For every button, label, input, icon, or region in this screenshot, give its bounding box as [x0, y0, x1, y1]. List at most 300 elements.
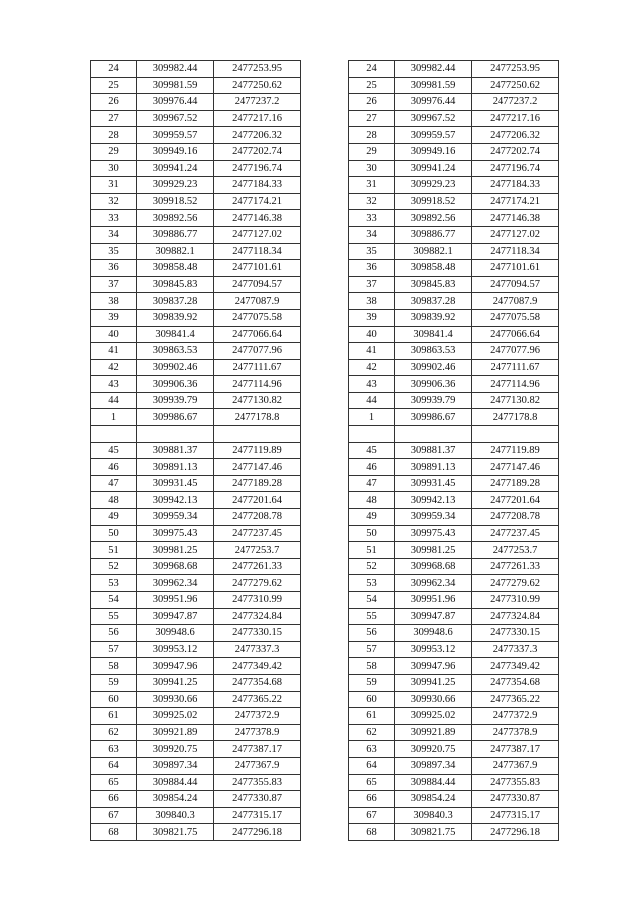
y-coordinate-cell: 2477111.67	[214, 359, 301, 376]
point-number-cell: 63	[349, 741, 395, 758]
point-number-cell: 37	[349, 276, 395, 293]
point-number-cell: 25	[349, 77, 395, 94]
x-coordinate-cell: 309902.46	[137, 359, 214, 376]
y-coordinate-cell: 2477202.74	[472, 143, 559, 160]
x-coordinate-cell: 309982.44	[137, 61, 214, 78]
y-coordinate-cell: 2477119.89	[214, 442, 301, 459]
point-number-cell: 66	[349, 791, 395, 808]
y-coordinate-cell: 2477147.46	[214, 459, 301, 476]
y-coordinate-cell: 2477237.2	[214, 94, 301, 111]
table-row	[349, 392, 559, 409]
y-coordinate-cell: 2477208.78	[214, 509, 301, 526]
point-number-cell: 58	[349, 658, 395, 675]
y-coordinate-cell	[472, 426, 559, 443]
y-coordinate-cell: 2477146.38	[472, 210, 559, 227]
x-coordinate-cell: 309897.34	[395, 757, 472, 774]
table-row	[91, 193, 301, 210]
table-row	[91, 708, 301, 725]
table-row	[91, 243, 301, 260]
point-number-cell: 39	[349, 309, 395, 326]
point-number-cell: 32	[349, 193, 395, 210]
y-coordinate-cell: 2477387.17	[472, 741, 559, 758]
table-row	[91, 94, 301, 111]
y-coordinate-cell: 2477075.58	[472, 309, 559, 326]
y-coordinate-cell: 2477367.9	[214, 757, 301, 774]
x-coordinate-cell: 309891.13	[395, 459, 472, 476]
x-coordinate-cell: 309881.37	[395, 442, 472, 459]
table-row	[349, 691, 559, 708]
table-row	[91, 160, 301, 177]
y-coordinate-cell: 2477206.32	[472, 127, 559, 144]
point-number-cell: 44	[349, 392, 395, 409]
table-row	[349, 143, 559, 160]
y-coordinate-cell: 2477378.9	[214, 724, 301, 741]
y-coordinate-cell: 2477237.45	[214, 525, 301, 542]
table-row	[91, 691, 301, 708]
point-number-cell: 57	[91, 641, 137, 658]
coordinate-table-body	[91, 61, 301, 841]
y-coordinate-cell: 2477077.96	[214, 343, 301, 360]
x-coordinate-cell: 309837.28	[137, 293, 214, 310]
x-coordinate-cell: 309976.44	[137, 94, 214, 111]
x-coordinate-cell: 309918.52	[395, 193, 472, 210]
table-row	[91, 492, 301, 509]
x-coordinate-cell: 309884.44	[395, 774, 472, 791]
x-coordinate-cell: 309941.25	[137, 674, 214, 691]
point-number-cell: 31	[349, 177, 395, 194]
x-coordinate-cell: 309947.87	[395, 608, 472, 625]
y-coordinate-cell: 2477372.9	[214, 708, 301, 725]
table-row	[349, 459, 559, 476]
table-row	[349, 276, 559, 293]
y-coordinate-cell: 2477330.15	[472, 625, 559, 642]
point-number-cell: 54	[91, 592, 137, 609]
x-coordinate-cell: 309925.02	[395, 708, 472, 725]
y-coordinate-cell: 2477184.33	[472, 177, 559, 194]
y-coordinate-cell: 2477337.3	[472, 641, 559, 658]
y-coordinate-cell: 2477174.21	[214, 193, 301, 210]
y-coordinate-cell: 2477201.64	[214, 492, 301, 509]
x-coordinate-cell: 309892.56	[137, 210, 214, 227]
x-coordinate-cell: 309975.43	[137, 525, 214, 542]
y-coordinate-cell: 2477130.82	[472, 392, 559, 409]
y-coordinate-cell: 2477253.95	[214, 61, 301, 78]
y-coordinate-cell: 2477196.74	[214, 160, 301, 177]
x-coordinate-cell: 309920.75	[137, 741, 214, 758]
table-row	[349, 558, 559, 575]
table-row	[91, 77, 301, 94]
point-number-cell: 50	[91, 525, 137, 542]
y-coordinate-cell: 2477378.9	[472, 724, 559, 741]
table-row	[91, 260, 301, 277]
point-number-cell: 55	[349, 608, 395, 625]
point-number-cell: 30	[349, 160, 395, 177]
y-coordinate-cell: 2477178.8	[472, 409, 559, 426]
table-row	[91, 293, 301, 310]
x-coordinate-cell: 309959.34	[395, 509, 472, 526]
table-row	[91, 359, 301, 376]
x-coordinate-cell: 309884.44	[137, 774, 214, 791]
table-row	[91, 525, 301, 542]
point-number-cell: 27	[91, 110, 137, 127]
table-row	[349, 343, 559, 360]
point-number-cell: 53	[91, 575, 137, 592]
y-coordinate-cell	[214, 426, 301, 443]
x-coordinate-cell: 309929.23	[395, 177, 472, 194]
point-number-cell: 40	[349, 326, 395, 343]
point-number-cell: 52	[349, 558, 395, 575]
x-coordinate-cell: 309976.44	[395, 94, 472, 111]
x-coordinate-cell: 309981.25	[137, 542, 214, 559]
table-row	[349, 326, 559, 343]
y-coordinate-cell: 2477066.64	[214, 326, 301, 343]
table-row	[91, 276, 301, 293]
table-row	[91, 791, 301, 808]
table-row	[91, 442, 301, 459]
y-coordinate-cell: 2477189.28	[214, 475, 301, 492]
point-number-cell: 26	[91, 94, 137, 111]
x-coordinate-cell: 309948.6	[395, 625, 472, 642]
table-row	[349, 177, 559, 194]
point-number-cell: 60	[91, 691, 137, 708]
point-number-cell: 54	[349, 592, 395, 609]
x-coordinate-cell: 309841.4	[395, 326, 472, 343]
table-row	[349, 791, 559, 808]
y-coordinate-cell: 2477310.99	[472, 592, 559, 609]
table-row	[349, 309, 559, 326]
y-coordinate-cell: 2477114.96	[472, 376, 559, 393]
point-number-cell: 64	[91, 757, 137, 774]
point-number-cell: 66	[91, 791, 137, 808]
point-number-cell: 57	[349, 641, 395, 658]
table-row	[91, 509, 301, 526]
table-row	[349, 442, 559, 459]
table-row	[91, 475, 301, 492]
y-coordinate-cell: 2477261.33	[214, 558, 301, 575]
table-row	[91, 459, 301, 476]
x-coordinate-cell: 309981.59	[137, 77, 214, 94]
table-row	[349, 210, 559, 227]
point-number-cell: 59	[349, 674, 395, 691]
y-coordinate-cell: 2477206.32	[214, 127, 301, 144]
table-row	[91, 641, 301, 658]
table-row	[91, 426, 301, 443]
point-number-cell: 36	[91, 260, 137, 277]
y-coordinate-cell: 2477315.17	[472, 807, 559, 824]
table-row	[91, 61, 301, 78]
table-row	[91, 774, 301, 791]
y-coordinate-cell: 2477237.45	[472, 525, 559, 542]
point-number-cell: 42	[91, 359, 137, 376]
table-row	[91, 226, 301, 243]
y-coordinate-cell: 2477279.62	[472, 575, 559, 592]
table-row	[349, 724, 559, 741]
x-coordinate-cell: 309931.45	[137, 475, 214, 492]
table-row	[91, 143, 301, 160]
table-row	[91, 309, 301, 326]
point-number-cell: 34	[349, 226, 395, 243]
x-coordinate-cell: 309863.53	[137, 343, 214, 360]
table-row	[349, 61, 559, 78]
point-number-cell: 38	[349, 293, 395, 310]
point-number-cell: 37	[91, 276, 137, 293]
x-coordinate-cell: 309949.16	[395, 143, 472, 160]
y-coordinate-cell: 2477147.46	[472, 459, 559, 476]
x-coordinate-cell: 309906.36	[137, 376, 214, 393]
table-row	[91, 824, 301, 841]
point-number-cell: 53	[349, 575, 395, 592]
coordinate-table-body	[349, 61, 559, 841]
table-row	[349, 625, 559, 642]
y-coordinate-cell: 2477330.87	[472, 791, 559, 808]
table-row	[349, 426, 559, 443]
x-coordinate-cell: 309947.96	[137, 658, 214, 675]
table-row	[349, 193, 559, 210]
point-number-cell: 51	[349, 542, 395, 559]
x-coordinate-cell	[137, 426, 214, 443]
x-coordinate-cell: 309931.45	[395, 475, 472, 492]
x-coordinate-cell: 309941.25	[395, 674, 472, 691]
table-row	[349, 260, 559, 277]
table-row	[91, 625, 301, 642]
table-row	[349, 376, 559, 393]
table-row	[91, 757, 301, 774]
table-row	[349, 741, 559, 758]
x-coordinate-cell: 309891.13	[137, 459, 214, 476]
table-row	[349, 127, 559, 144]
x-coordinate-cell: 309982.44	[395, 61, 472, 78]
x-coordinate-cell: 309845.83	[395, 276, 472, 293]
x-coordinate-cell: 309886.77	[137, 226, 214, 243]
table-row	[91, 674, 301, 691]
x-coordinate-cell: 309975.43	[395, 525, 472, 542]
table-row	[349, 94, 559, 111]
coordinate-table-right	[348, 60, 559, 841]
x-coordinate-cell: 309967.52	[395, 110, 472, 127]
table-row	[349, 293, 559, 310]
point-number-cell: 61	[91, 708, 137, 725]
point-number-cell: 25	[91, 77, 137, 94]
point-number-cell: 48	[91, 492, 137, 509]
point-number-cell: 24	[91, 61, 137, 78]
y-coordinate-cell: 2477087.9	[472, 293, 559, 310]
x-coordinate-cell: 309929.23	[137, 177, 214, 194]
point-number-cell: 47	[349, 475, 395, 492]
x-coordinate-cell: 309986.67	[395, 409, 472, 426]
table-row	[349, 658, 559, 675]
y-coordinate-cell: 2477066.64	[472, 326, 559, 343]
y-coordinate-cell: 2477189.28	[472, 475, 559, 492]
point-number-cell: 67	[349, 807, 395, 824]
y-coordinate-cell: 2477253.95	[472, 61, 559, 78]
x-coordinate-cell: 309968.68	[137, 558, 214, 575]
y-coordinate-cell: 2477365.22	[472, 691, 559, 708]
y-coordinate-cell: 2477372.9	[472, 708, 559, 725]
x-coordinate-cell: 309821.75	[137, 824, 214, 841]
x-coordinate-cell: 309968.68	[395, 558, 472, 575]
x-coordinate-cell: 309845.83	[137, 276, 214, 293]
y-coordinate-cell: 2477354.68	[472, 674, 559, 691]
point-number-cell: 35	[349, 243, 395, 260]
table-row	[91, 210, 301, 227]
y-coordinate-cell: 2477250.62	[214, 77, 301, 94]
point-number-cell	[91, 426, 137, 443]
x-coordinate-cell: 309939.79	[395, 392, 472, 409]
point-number-cell: 28	[91, 127, 137, 144]
y-coordinate-cell: 2477349.42	[214, 658, 301, 675]
point-number-cell	[349, 426, 395, 443]
x-coordinate-cell: 309941.24	[137, 160, 214, 177]
x-coordinate-cell: 309939.79	[137, 392, 214, 409]
y-coordinate-cell: 2477337.3	[214, 641, 301, 658]
point-number-cell: 48	[349, 492, 395, 509]
point-number-cell: 43	[349, 376, 395, 393]
x-coordinate-cell: 309951.96	[137, 592, 214, 609]
table-row	[349, 110, 559, 127]
point-number-cell: 34	[91, 226, 137, 243]
x-coordinate-cell: 309921.89	[137, 724, 214, 741]
x-coordinate-cell: 309918.52	[137, 193, 214, 210]
y-coordinate-cell: 2477217.16	[472, 110, 559, 127]
y-coordinate-cell: 2477367.9	[472, 757, 559, 774]
point-number-cell: 28	[349, 127, 395, 144]
x-coordinate-cell: 309942.13	[137, 492, 214, 509]
table-row	[91, 558, 301, 575]
y-coordinate-cell: 2477261.33	[472, 558, 559, 575]
point-number-cell: 1	[91, 409, 137, 426]
x-coordinate-cell: 309941.24	[395, 160, 472, 177]
x-coordinate-cell: 309986.67	[137, 409, 214, 426]
x-coordinate-cell: 309951.96	[395, 592, 472, 609]
y-coordinate-cell: 2477094.57	[472, 276, 559, 293]
y-coordinate-cell: 2477349.42	[472, 658, 559, 675]
y-coordinate-cell: 2477196.74	[472, 160, 559, 177]
y-coordinate-cell: 2477130.82	[214, 392, 301, 409]
point-number-cell: 49	[91, 509, 137, 526]
table-row	[349, 708, 559, 725]
y-coordinate-cell: 2477355.83	[472, 774, 559, 791]
point-number-cell: 50	[349, 525, 395, 542]
point-number-cell: 30	[91, 160, 137, 177]
y-coordinate-cell: 2477324.84	[214, 608, 301, 625]
y-coordinate-cell: 2477101.61	[214, 260, 301, 277]
point-number-cell: 35	[91, 243, 137, 260]
x-coordinate-cell: 309947.96	[395, 658, 472, 675]
y-coordinate-cell: 2477201.64	[472, 492, 559, 509]
x-coordinate-cell	[395, 426, 472, 443]
x-coordinate-cell: 309967.52	[137, 110, 214, 127]
y-coordinate-cell: 2477101.61	[472, 260, 559, 277]
y-coordinate-cell: 2477119.89	[472, 442, 559, 459]
table-row	[91, 127, 301, 144]
y-coordinate-cell: 2477208.78	[472, 509, 559, 526]
point-number-cell: 47	[91, 475, 137, 492]
table-row	[91, 409, 301, 426]
y-coordinate-cell: 2477250.62	[472, 77, 559, 94]
point-number-cell: 40	[91, 326, 137, 343]
x-coordinate-cell: 309837.28	[395, 293, 472, 310]
table-row	[349, 592, 559, 609]
y-coordinate-cell: 2477365.22	[214, 691, 301, 708]
y-coordinate-cell: 2477253.7	[472, 542, 559, 559]
y-coordinate-cell: 2477118.34	[472, 243, 559, 260]
y-coordinate-cell: 2477094.57	[214, 276, 301, 293]
y-coordinate-cell: 2477279.62	[214, 575, 301, 592]
table-row	[91, 542, 301, 559]
y-coordinate-cell: 2477296.18	[214, 824, 301, 841]
x-coordinate-cell: 309949.16	[137, 143, 214, 160]
table-row	[349, 542, 559, 559]
point-number-cell: 62	[349, 724, 395, 741]
y-coordinate-cell: 2477315.17	[214, 807, 301, 824]
y-coordinate-cell: 2477174.21	[472, 193, 559, 210]
y-coordinate-cell: 2477118.34	[214, 243, 301, 260]
y-coordinate-cell: 2477075.58	[214, 309, 301, 326]
point-number-cell: 43	[91, 376, 137, 393]
y-coordinate-cell: 2477354.68	[214, 674, 301, 691]
table-row	[91, 724, 301, 741]
y-coordinate-cell: 2477296.18	[472, 824, 559, 841]
x-coordinate-cell: 309953.12	[395, 641, 472, 658]
point-number-cell: 65	[91, 774, 137, 791]
table-row	[349, 674, 559, 691]
point-number-cell: 65	[349, 774, 395, 791]
point-number-cell: 33	[349, 210, 395, 227]
y-coordinate-cell: 2477111.67	[472, 359, 559, 376]
y-coordinate-cell: 2477178.8	[214, 409, 301, 426]
point-number-cell: 68	[349, 824, 395, 841]
x-coordinate-cell: 309962.34	[395, 575, 472, 592]
point-number-cell: 45	[91, 442, 137, 459]
point-number-cell: 1	[349, 409, 395, 426]
table-row	[349, 757, 559, 774]
point-number-cell: 58	[91, 658, 137, 675]
x-coordinate-cell: 309892.56	[395, 210, 472, 227]
y-coordinate-cell: 2477127.02	[214, 226, 301, 243]
x-coordinate-cell: 309921.89	[395, 724, 472, 741]
x-coordinate-cell: 309925.02	[137, 708, 214, 725]
table-row	[91, 343, 301, 360]
point-number-cell: 41	[349, 343, 395, 360]
x-coordinate-cell: 309962.34	[137, 575, 214, 592]
table-row	[349, 409, 559, 426]
x-coordinate-cell: 309959.34	[137, 509, 214, 526]
x-coordinate-cell: 309881.37	[137, 442, 214, 459]
point-number-cell: 41	[91, 343, 137, 360]
point-number-cell: 24	[349, 61, 395, 78]
table-row	[91, 592, 301, 609]
y-coordinate-cell: 2477330.87	[214, 791, 301, 808]
point-number-cell: 52	[91, 558, 137, 575]
point-number-cell: 59	[91, 674, 137, 691]
x-coordinate-cell: 309839.92	[137, 309, 214, 326]
x-coordinate-cell: 309821.75	[395, 824, 472, 841]
point-number-cell: 33	[91, 210, 137, 227]
x-coordinate-cell: 309906.36	[395, 376, 472, 393]
point-number-cell: 44	[91, 392, 137, 409]
table-row	[91, 376, 301, 393]
y-coordinate-cell: 2477237.2	[472, 94, 559, 111]
table-row	[349, 359, 559, 376]
table-row	[91, 575, 301, 592]
point-number-cell: 36	[349, 260, 395, 277]
point-number-cell: 49	[349, 509, 395, 526]
point-number-cell: 62	[91, 724, 137, 741]
x-coordinate-cell: 309863.53	[395, 343, 472, 360]
x-coordinate-cell: 309840.3	[137, 807, 214, 824]
x-coordinate-cell: 309953.12	[137, 641, 214, 658]
y-coordinate-cell: 2477387.17	[214, 741, 301, 758]
